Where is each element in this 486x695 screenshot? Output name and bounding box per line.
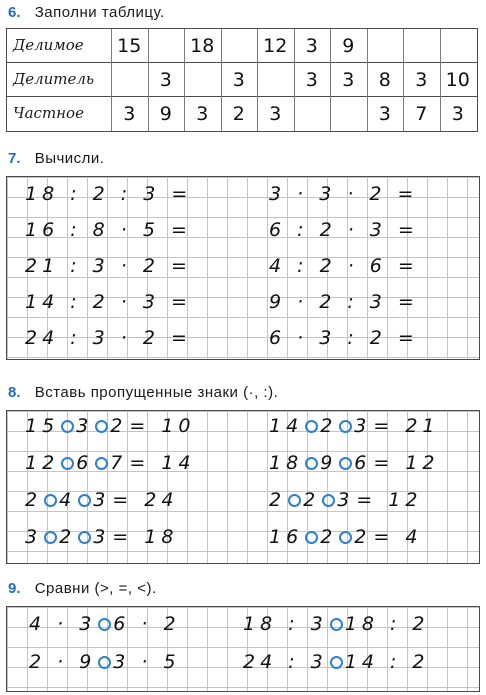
expression: 14 : 2 [344,651,430,673]
operand: 2 [303,489,321,511]
expression: 14 : 2 · 3 = [25,291,192,313]
equation-row [25,415,196,437]
row-label: Делимое [13,36,84,54]
compare-sign-circle[interactable] [330,618,343,631]
blank-sign-circle[interactable] [44,531,57,544]
operand: 4 [59,489,77,511]
table-column-divider [403,29,404,131]
equation-row [269,526,422,548]
equation-row [269,415,440,437]
comparison-row [29,613,181,635]
table-row-quotient [7,97,477,131]
operand: 2 [320,415,338,437]
grid-task-9 [6,606,480,692]
expression: 4 : 2 · 6 = [269,255,419,277]
compare-sign-circle[interactable] [98,618,111,631]
equation-row [269,452,440,474]
task-number: 8. [8,384,21,401]
table-column-divider [257,29,258,131]
result: = 24 [112,489,179,511]
result: = 12 [356,489,423,511]
table-cell: 3 [342,69,355,91]
blank-sign-circle[interactable] [305,531,318,544]
blank-sign-circle[interactable] [95,420,108,433]
operand: 2 [269,489,287,511]
operand: 15 [25,415,60,437]
expression: 21 : 3 · 2 = [25,255,192,277]
comparison-row [243,613,430,635]
task-title: Вычисли. [34,150,105,167]
table-cell: 3 [378,103,391,125]
compare-sign-circle[interactable] [98,656,111,669]
table-cell: 3 [123,103,136,125]
table-cell: 3 [305,35,318,57]
operand: 3 [93,526,111,548]
task-number: 7. [8,150,21,167]
table-cell: 18 [190,35,215,57]
operand: 18 [269,452,304,474]
result: = 12 [373,452,440,474]
operand: 2 [110,415,128,437]
equation-row [25,489,178,511]
row-label: Делитель [13,70,95,88]
table-cell: 3 [159,69,172,91]
blank-sign-circle[interactable] [78,494,91,507]
blank-sign-circle[interactable] [61,420,74,433]
table-cell: 3 [196,103,209,125]
blank-sign-circle[interactable] [44,494,57,507]
operand: 3 [354,415,372,437]
expression: 6 · 3 : 2 = [269,327,419,349]
expression: 16 : 8 · 5 = [25,219,192,241]
compare-sign-circle[interactable] [330,656,343,669]
expression: 2 · 9 [29,651,97,673]
operand: 3 [93,489,111,511]
task-title: Заполни таблицу. [34,4,165,21]
task-title: Вставь пропущенные знаки (·, :). [34,384,279,401]
table-cell: 3 [232,69,245,91]
blank-sign-circle[interactable] [305,420,318,433]
task-7-heading [8,150,104,167]
table-cell: 3 [305,69,318,91]
table-cell: 3 [269,103,282,125]
table-cell: 2 [232,103,245,125]
row-label: Частное [13,104,84,122]
task-8-heading [8,384,278,401]
grid-task-8 [6,410,480,564]
comparison-row [243,651,430,673]
table-cell: 12 [263,35,288,57]
result: = 21 [373,415,440,437]
operand: 3 [76,415,94,437]
task-6-heading [8,4,165,21]
operand: 9 [320,452,338,474]
task-number: 9. [8,580,21,597]
operand: 3 [25,526,43,548]
table-column-divider [148,29,149,131]
expression: 3 · 5 [113,651,181,673]
result: = 14 [129,452,196,474]
blank-sign-circle[interactable] [61,457,74,470]
blank-sign-circle[interactable] [322,494,335,507]
table-cell: 9 [342,35,355,57]
blank-sign-circle[interactable] [95,457,108,470]
table-row-divisor [7,63,477,97]
table-cell: 3 [451,103,464,125]
operand: 2 [59,526,77,548]
blank-sign-circle[interactable] [78,531,91,544]
table-column-divider [440,29,441,131]
expression: 4 · 3 [29,613,97,635]
table-cell: 10 [445,69,470,91]
result: = 18 [112,526,179,548]
blank-sign-circle[interactable] [339,420,352,433]
expression: 18 : 2 [344,613,430,635]
operand: 12 [25,452,60,474]
table-column-divider [367,29,368,131]
expression: 18 : 2 : 3 = [25,183,193,205]
comparison-row [29,651,181,673]
blank-sign-circle[interactable] [288,494,301,507]
table-cell: 15 [117,35,142,57]
table-column-divider [330,29,331,131]
table-column-divider [184,29,185,131]
operand: 6 [76,452,94,474]
equation-row [25,452,196,474]
table-cell: 3 [415,69,428,91]
expression: 18 : 3 [243,613,328,635]
table-column-divider [221,29,222,131]
equation-row [269,489,422,511]
result: = 4 [373,526,423,548]
operand: 6 [354,452,372,474]
expression: 3 · 3 · 2 = [269,183,419,205]
table-column-divider [294,29,295,131]
equation-row [25,526,178,548]
operand: 2 [320,526,338,548]
expression: 9 · 2 : 3 = [269,291,419,313]
fill-table [6,28,478,132]
operand: 2 [25,489,43,511]
table-row-dividend [7,29,477,63]
expression: 6 : 2 · 3 = [269,219,419,241]
task-9-heading [8,580,157,597]
grid-task-7 [6,176,480,360]
table-cell: 8 [378,69,391,91]
blank-sign-circle[interactable] [339,457,352,470]
operand: 14 [269,415,304,437]
blank-sign-circle[interactable] [305,457,318,470]
operand: 7 [110,452,128,474]
operand: 3 [337,489,355,511]
expression: 6 · 2 [113,613,181,635]
task-title: Сравни (>, =, <). [34,580,157,597]
expression: 24 : 3 [243,651,328,673]
operand: 16 [269,526,304,548]
result: = 10 [129,415,196,437]
table-cell: 9 [159,103,172,125]
task-number: 6. [8,4,21,21]
expression: 24 : 3 · 2 = [25,327,192,349]
operand: 2 [354,526,372,548]
table-cell: 7 [415,103,428,125]
blank-sign-circle[interactable] [339,531,352,544]
